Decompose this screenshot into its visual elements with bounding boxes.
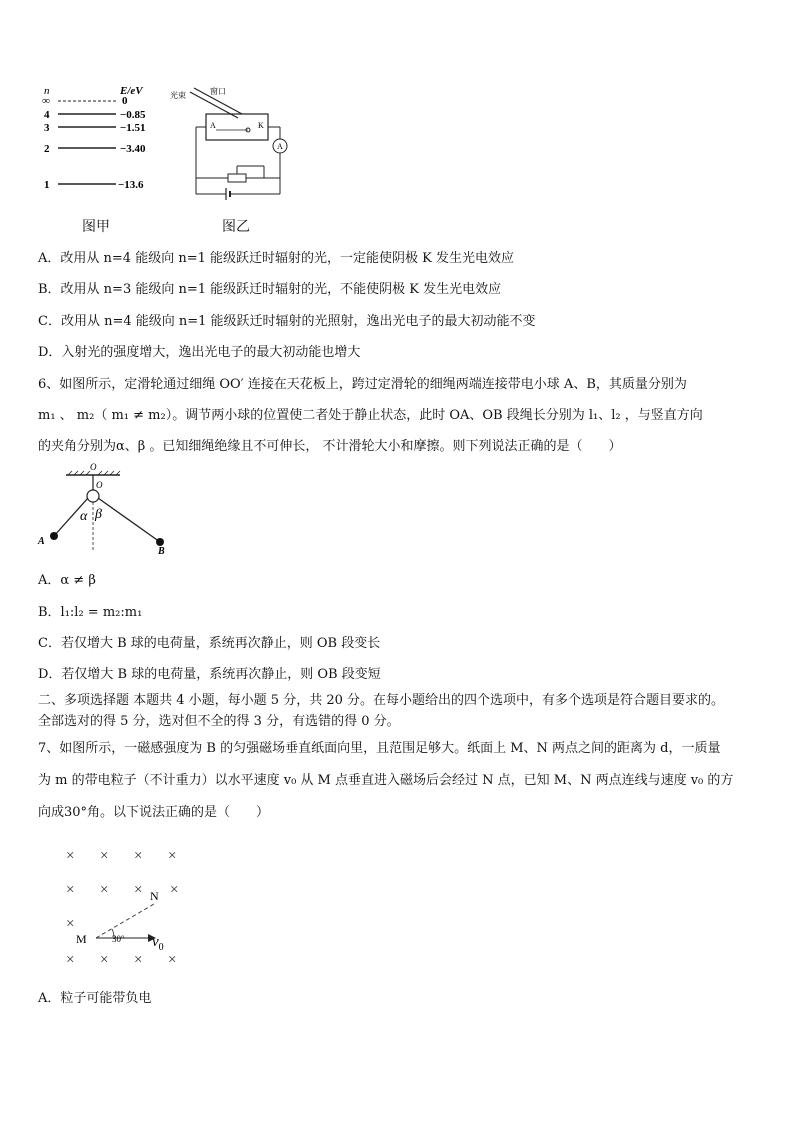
q7-stem-line1: 7、如图所示，一磁感强度为 B 的匀强磁场垂直纸面向里，且范围足够大。纸面上 M、N 两点之间的距离为 d，一质量 [38, 741, 721, 756]
q5-option-d: D．入射光的强度增大，逸出光电子的最大初动能也增大 [38, 345, 361, 360]
field-cross: × [66, 882, 75, 898]
q6-stem-line2: m₁ 、 m₂（ m₁ ≠ m₂）。调节两小球的位置使二者处于静止状态，此时 OA、OB 段绳长分别为 l₁、l₂ ，与竖直方向 [38, 408, 703, 423]
ceiling-o-label: O [90, 462, 97, 472]
n-header: n [44, 85, 50, 97]
ammeter-label: A [277, 142, 283, 151]
level-n-2: 2 [44, 143, 50, 155]
section2-heading-line1: 二、多项选择题 本题共 4 小题，每小题 5 分，共 20 分。在每小题给出的四个选项中，有多个选项是符合题目要求的。 [38, 693, 725, 708]
field-cross: × [170, 882, 179, 898]
beam-label: 光束 [170, 91, 186, 100]
field-cross: × [66, 952, 75, 968]
level-e-inf: 0 [122, 95, 128, 107]
pulley-figure [36, 462, 176, 558]
alpha-label: α [80, 509, 88, 524]
window-label: 窗口 [210, 87, 226, 96]
photoelectric-circuit [168, 84, 292, 200]
field-cross: × [66, 848, 75, 864]
e-header: E/eV [120, 85, 143, 97]
field-cross: × [100, 952, 109, 968]
pulley-o-label: O [96, 480, 103, 490]
field-cross: × [168, 952, 177, 968]
q6-option-b: B．l₁:l₂ = m₂:m₁ [38, 605, 143, 620]
level-n-3: 3 [44, 122, 50, 134]
section2-heading-line2: 全部选对的得 5 分，选对但不全的得 3 分，有选错的得 0 分。 [38, 714, 400, 729]
q7-stem-line3: 向成30°角。以下说法正确的是（ ） [38, 805, 270, 820]
ball-a-label: A [38, 536, 45, 547]
level-e-4: −0.85 [120, 109, 146, 121]
field-cross: × [100, 848, 109, 864]
q6-option-c: C．若仅增大 B 球的电荷量，系统再次静止，则 OB 段变长 [38, 636, 381, 651]
q6-option-a: A．α ≠ β [38, 573, 96, 588]
q5-option-c: C．改用从 n=4 能级向 n=1 能级跃迁时辐射的光照射，逸出光电子的最大初动能不变 [38, 314, 536, 329]
pulley [87, 490, 99, 502]
beta-label: β [95, 507, 102, 522]
magnetic-field-figure [56, 842, 196, 974]
q7-option-a: A．粒子可能带负电 [38, 991, 152, 1006]
level-e-2: −3.40 [120, 143, 146, 155]
level-e-1: −13.6 [118, 179, 144, 191]
level-e-3: −1.51 [120, 122, 146, 134]
level-n-inf: ∞ [42, 95, 50, 107]
q6-stem-line1: 6、如图所示，定滑轮通过细绳 OO′ 连接在天花板上，跨过定滑轮的细绳两端连接带电小球 A、B，其质量分别为 [38, 377, 687, 392]
velocity-label: $v_0$ [152, 934, 164, 953]
field-cross: × [134, 882, 143, 898]
point-n-label: N [150, 889, 159, 903]
field-cross: × [134, 848, 143, 864]
q7-stem-line2: 为 m 的带电粒子（不计重力）以水平速度 v₀ 从 M 点垂直进入磁场后会经过 N 点，已知 M、N 两点连线与速度 v₀ 的方 [38, 773, 734, 788]
energy-level-diagram [30, 82, 170, 200]
ball-a [50, 532, 58, 540]
anode-label: A [210, 121, 216, 130]
field-cross: × [168, 848, 177, 864]
level-n-4: 4 [44, 109, 50, 121]
q6-stem-line3: 的夹角分别为α、β 。已知细绳绝缘且不可伸长， 不计滑轮大小和摩擦。则下列说法正确的是（ ） [38, 439, 622, 454]
q5-option-b: B．改用从 n=3 能级向 n=1 能级跃迁时辐射的光，不能使阴极 K 发生光电效应 [38, 282, 502, 297]
caption-figure-yi: 图乙 [222, 219, 250, 235]
ball-b [156, 538, 164, 546]
level-n-1: 1 [44, 179, 50, 191]
cathode-label: K [258, 121, 264, 130]
field-cross: × [100, 882, 109, 898]
point-m-label: M [76, 932, 87, 946]
q6-option-d: D．若仅增大 B 球的电荷量，系统再次静止，则 OB 段变短 [38, 667, 381, 682]
caption-figure-jia: 图甲 [82, 219, 110, 235]
angle-label: 30° [112, 934, 125, 944]
field-cross: × [66, 916, 75, 932]
ball-b-label: B [158, 546, 165, 557]
q5-option-a: A．改用从 n=4 能级向 n=1 能级跃迁时辐射的光，一定能使阴极 K 发生光电效应 [38, 251, 514, 266]
field-cross: × [134, 952, 143, 968]
